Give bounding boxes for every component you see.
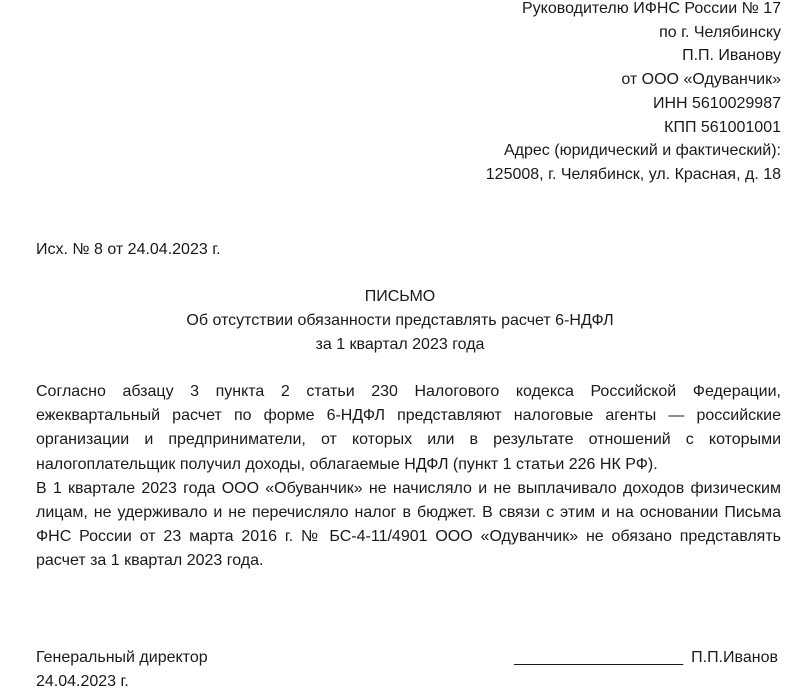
body-paragraph-2: В 1 квартале 2023 года ООО «Обуванчик» не начисляло и не выплачивало доходов физическим лицам, не удерживало и не перечисляло налог в бюджет. В связи с этим и на основании Письма ФНС России от 23 марта 2016 г. № БС-4-11/4901 ООО «Одуванчик» не обязано представлять расчет за 1 квартал 2023 года. [36,479,781,570]
letter-title: ПИСЬМО [364,288,436,305]
letter-subject: Об отсутствии обязанности представлять расчет 6-НДФЛ [186,312,614,329]
letter-body [36,380,781,574]
addressee-line-kpp: КПП 561001001 [664,118,781,136]
addressee-line-sender: от ООО «Одуванчик» [621,71,781,89]
addressee-line-address-label: Адрес (юридический и фактический): [503,142,781,160]
outgoing-number: Исх. № 8 от 24.04.2023 г. [36,241,221,258]
signature-date: 24.04.2023 г. [36,673,129,690]
body-paragraph-1: Согласно абзацу 3 пункта 2 статьи 230 Налогового кодекса Российской Федерации, ежеквартальный расчет по форме 6-НДФЛ представляют налоговые агенты — российские организации и предприниматели, от которых или в результате отношений с которыми налогоплательщик получил доходы, облагаемые НДФЛ (пункт 1 статьи 226 НК РФ). [36,383,781,473]
addressee-line-name: П.П. Иванову [682,47,781,65]
addressee-line-address: 125008, г. Челябинск, ул. Красная, д. 18 [485,165,781,183]
addressee-line-recipient: Руководителю ИФНС России № 17 [522,0,781,17]
letter-period: за 1 квартал 2023 года [315,336,485,353]
signer-name: П.П.Иванов [691,649,778,666]
signature-left [36,646,208,694]
signer-position: Генеральный директор [36,649,208,666]
addressee-block [486,0,781,187]
addressee-line-inn: ИНН 5610029987 [652,94,781,112]
signature-line: ___________________ [514,649,684,666]
signature-right [514,646,778,670]
letter-heading [0,285,800,357]
addressee-line-city: по г. Челябинску [659,23,781,41]
